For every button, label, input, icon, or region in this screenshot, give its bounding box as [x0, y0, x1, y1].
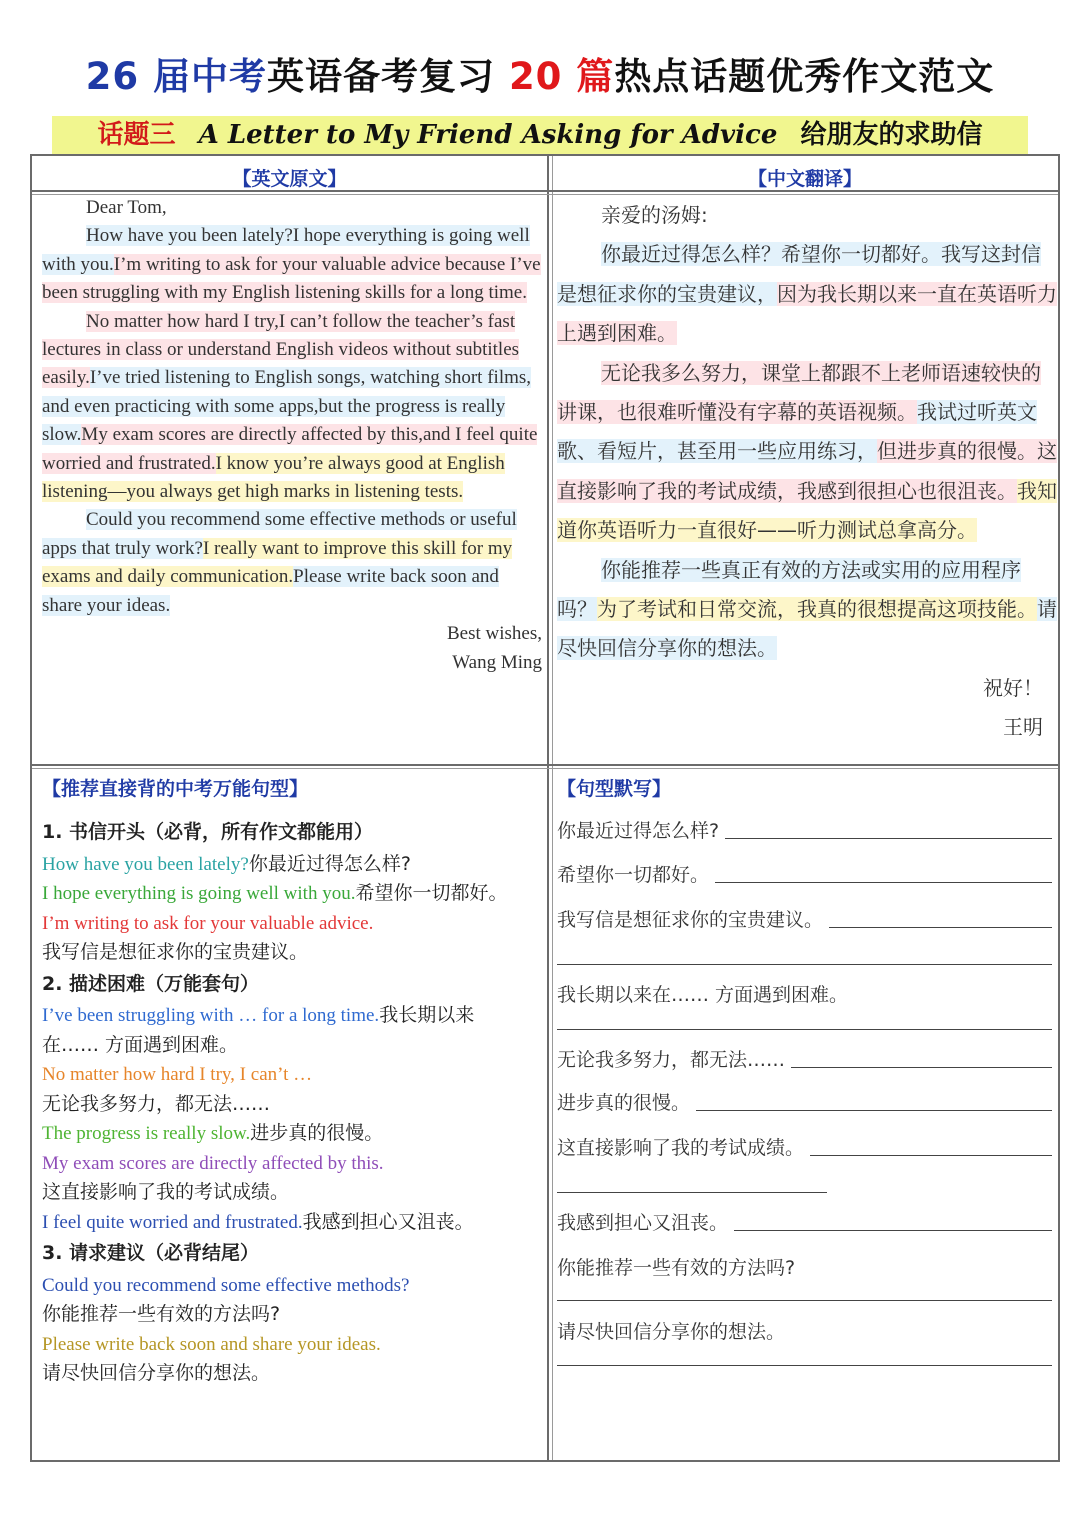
- content-grid: [30, 154, 1060, 1462]
- drill-row: [557, 1088, 1052, 1115]
- drill-row: [557, 1208, 1052, 1235]
- letter-sentence: My exam scores are directly affected by this,and I feel quite worried and frustrated.: [42, 424, 538, 474]
- letter-sentence: I know you’re always good at English listening—you always get high marks in listening tests.: [42, 452, 505, 503]
- cn-sentence: 因为我长期以来一直在英语听力上遇到困难。: [557, 281, 1057, 346]
- pattern-cn: 你最近过得怎么样?: [248, 852, 411, 875]
- topic-bar: [52, 116, 1028, 154]
- title-part4: 热点话题: [614, 55, 767, 98]
- pattern-en: My exam scores are directly affected by this.: [42, 1152, 384, 1174]
- letter-paragraph-1: [42, 222, 542, 307]
- answer-blank[interactable]: [725, 837, 1052, 839]
- drill-prompt: 我感到担心又沮丧。: [557, 1212, 729, 1234]
- section-divider: [32, 764, 1058, 766]
- cn-sentence: 我试过听英文歌、看短片，甚至用一些应用练习，: [557, 400, 1037, 464]
- title-part2: 英语备考复习: [267, 55, 509, 98]
- pattern-line: [42, 1359, 542, 1389]
- letter-sentence: I’ve tried listening to English songs, watching short films, and even practicing with some apps,but the progress is really slow.: [42, 367, 532, 446]
- title-part3: 20 篇: [508, 55, 615, 98]
- chinese-translation-header: 【中文翻译】: [747, 168, 862, 190]
- cn-sentence: 请尽快回信分享你的想法。: [557, 597, 1057, 661]
- drill-row: [557, 905, 1052, 932]
- pattern-line: [42, 1031, 542, 1061]
- drill-row: [557, 1253, 1052, 1280]
- pattern-cn: 请尽快回信分享你的想法。: [42, 1362, 271, 1384]
- letter-sentence: Please write back soon and share your ideas.: [42, 566, 499, 616]
- pattern-line: [42, 1119, 542, 1149]
- pattern-line: [42, 909, 542, 939]
- cn-paragraph-2: [557, 354, 1057, 551]
- chinese-letter: [557, 196, 1057, 748]
- topic-label: 话题三: [97, 120, 176, 150]
- cn-paragraph-3: [557, 551, 1057, 669]
- pattern-line: [42, 1271, 542, 1301]
- cn-paragraph-1: [557, 235, 1057, 353]
- answer-blank[interactable]: [829, 926, 1052, 928]
- pattern-en: I feel quite worried and frustrated.: [42, 1211, 303, 1233]
- cn-sentence: 我知道你英语听力一直很好——听力测试总拿高分。: [557, 478, 1057, 543]
- answer-blank[interactable]: [557, 1029, 1052, 1030]
- pattern-en: I hope everything is going well with you.: [42, 883, 356, 904]
- page-title: [0, 46, 1080, 100]
- drill-prompt: 你最近过得怎么样?: [557, 820, 720, 842]
- letter-paragraph-3: [42, 506, 542, 620]
- drill-prompt: 希望你一切都好。: [557, 864, 710, 886]
- title-part5: 优秀作文范文: [766, 55, 995, 98]
- answer-blank[interactable]: [557, 1365, 1052, 1366]
- pattern-line: [42, 1090, 542, 1120]
- pattern-section-3-heading: 3. 请求建议（必背结尾）: [42, 1242, 260, 1264]
- drill-prompt: 我长期以来在…… 方面遇到困难。: [557, 984, 849, 1006]
- answer-blank[interactable]: [557, 1300, 1052, 1301]
- letter-sentence: Could you recommend some effective methods or useful apps that truly work?: [42, 509, 517, 559]
- pattern-en: How have you been lately?: [42, 853, 249, 875]
- cn-sentence: 我写这封信是想征求你的宝贵建议，: [557, 242, 1041, 306]
- pattern-cn: 无论我多努力，都无法……: [42, 1092, 271, 1115]
- drill-row: [557, 1045, 1052, 1072]
- pattern-line: [42, 1149, 542, 1179]
- pattern-cn: 在…… 方面遇到困难。: [42, 1033, 239, 1056]
- column-divider: [547, 156, 549, 1460]
- pattern-en: I’ve been struggling with … for a long time.: [42, 1005, 380, 1026]
- drill-prompt: 进步真的很慢。: [557, 1092, 691, 1114]
- cn-sentence: 你最近过得怎么样？希望你一切都好。: [601, 242, 941, 267]
- pattern-en: No matter how hard I try, I can’t …: [42, 1064, 313, 1085]
- drill-row: [557, 980, 1052, 1007]
- english-letter: [42, 194, 542, 677]
- pattern-line: [42, 1300, 542, 1330]
- pattern-cn: 进步真的很慢。: [250, 1122, 384, 1144]
- cn-sentence: 无论我多么努力，课堂上都跟不上老师语速较快的讲课，也很难听懂没有字幕的英语视频。: [557, 360, 1041, 425]
- drill-row: [557, 816, 1052, 843]
- pattern-line: [42, 1060, 542, 1090]
- answer-blank[interactable]: [715, 881, 1052, 883]
- pattern-section-1-heading: 1. 书信开头（必背，所有作文都能用）: [42, 821, 374, 843]
- answer-blank[interactable]: [791, 1066, 1052, 1068]
- pattern-cn: 希望你一切都好。: [355, 882, 508, 904]
- drill-row: [557, 1317, 1052, 1344]
- pattern-line: [42, 850, 542, 880]
- answer-blank[interactable]: [734, 1229, 1052, 1231]
- column-divider-thin: [552, 156, 553, 1460]
- pattern-cn: 我长期以来: [379, 1004, 475, 1026]
- pattern-cn: 这直接影响了我的考试成绩。: [42, 1181, 290, 1203]
- pattern-en: I’m writing to ask for your valuable advice.: [42, 912, 374, 934]
- pattern-en: Could you recommend some effective methods?: [42, 1274, 410, 1296]
- pattern-cn: 我写信是想征求你的宝贵建议。: [42, 941, 309, 963]
- topic-chinese-title: 给朋友的求助信: [800, 120, 983, 150]
- cn-greeting: 亲爱的汤姆:: [601, 203, 708, 227]
- drill-header: 【句型默写】: [557, 778, 672, 800]
- cn-signature: 王明: [1003, 715, 1043, 740]
- letter-paragraph-2: [42, 308, 542, 507]
- pattern-en: Please write back soon and share your ideas.: [42, 1333, 381, 1355]
- patterns-header: 【推荐直接背的中考万能句型】: [42, 778, 309, 800]
- topic-english-title: A Letter to My Friend Asking for Advice: [198, 120, 778, 150]
- drill-prompt: 我写信是想征求你的宝贵建议。: [557, 909, 824, 931]
- answer-blank[interactable]: [810, 1154, 1052, 1156]
- pattern-line: [42, 1208, 542, 1238]
- pattern-line: [42, 1001, 542, 1031]
- pattern-cn: 你能推荐一些有效的方法吗?: [42, 1303, 281, 1325]
- drill-prompt: 请尽快回信分享你的想法。: [557, 1321, 786, 1343]
- pattern-cn: 我感到担心又沮丧。: [302, 1210, 474, 1233]
- section-divider-thin: [32, 768, 1058, 769]
- cn-sentence: 但进步真的很慢。这直接影响了我的考试成绩，我感到很担心也很沮丧。: [557, 439, 1057, 503]
- letter-greeting: Dear Tom,: [86, 197, 167, 218]
- pattern-section-2-heading: 2. 描述困难（万能套句）: [42, 972, 260, 995]
- pattern-line: [42, 938, 542, 968]
- pattern-en: The progress is really slow.: [42, 1123, 251, 1144]
- letter-sentence: How have you been lately?: [86, 225, 293, 247]
- letter-sentence: No matter how hard I try,I can’t follow the teacher’s fast lectures in class or understand English videos without subtitles easily.: [42, 310, 520, 389]
- drill-prompt: 这直接影响了我的考试成绩。: [557, 1137, 805, 1159]
- letter-closing: Best wishes,: [447, 623, 542, 645]
- letter-sentence: I’m writing to ask for your valuable advice because I’ve been struggling with my English listening skills for a long time.: [42, 253, 541, 304]
- letter-sentence: I really want to improve this skill for my exams and daily communication.: [42, 537, 513, 588]
- letter-sentence: I hope everything is going well with you.: [42, 225, 530, 275]
- title-part1: 26 届中考: [85, 55, 268, 98]
- drill-prompt: 你能推荐一些有效的方法吗?: [557, 1257, 796, 1279]
- pattern-line: [42, 1330, 542, 1360]
- english-original-header: 【英文原文】: [232, 168, 347, 190]
- answer-blank[interactable]: [557, 964, 1052, 965]
- cn-sentence: 你能推荐一些真正有效的方法或实用的应用程序吗？: [557, 557, 1021, 622]
- cn-sentence: 为了考试和日常交流，我真的很想提高这项技能。: [597, 597, 1037, 622]
- drill-row: [557, 860, 1052, 887]
- answer-blank[interactable]: [557, 1192, 827, 1193]
- pattern-line: [42, 1178, 542, 1208]
- letter-signature: Wang Ming: [452, 651, 542, 673]
- drill-prompt: 无论我多努力，都无法……: [557, 1049, 786, 1071]
- sentence-patterns: [42, 816, 542, 1389]
- pattern-line: [42, 879, 542, 909]
- drill-row: [557, 1133, 1052, 1160]
- answer-blank[interactable]: [696, 1109, 1052, 1111]
- cn-closing: 祝好！: [983, 675, 1043, 700]
